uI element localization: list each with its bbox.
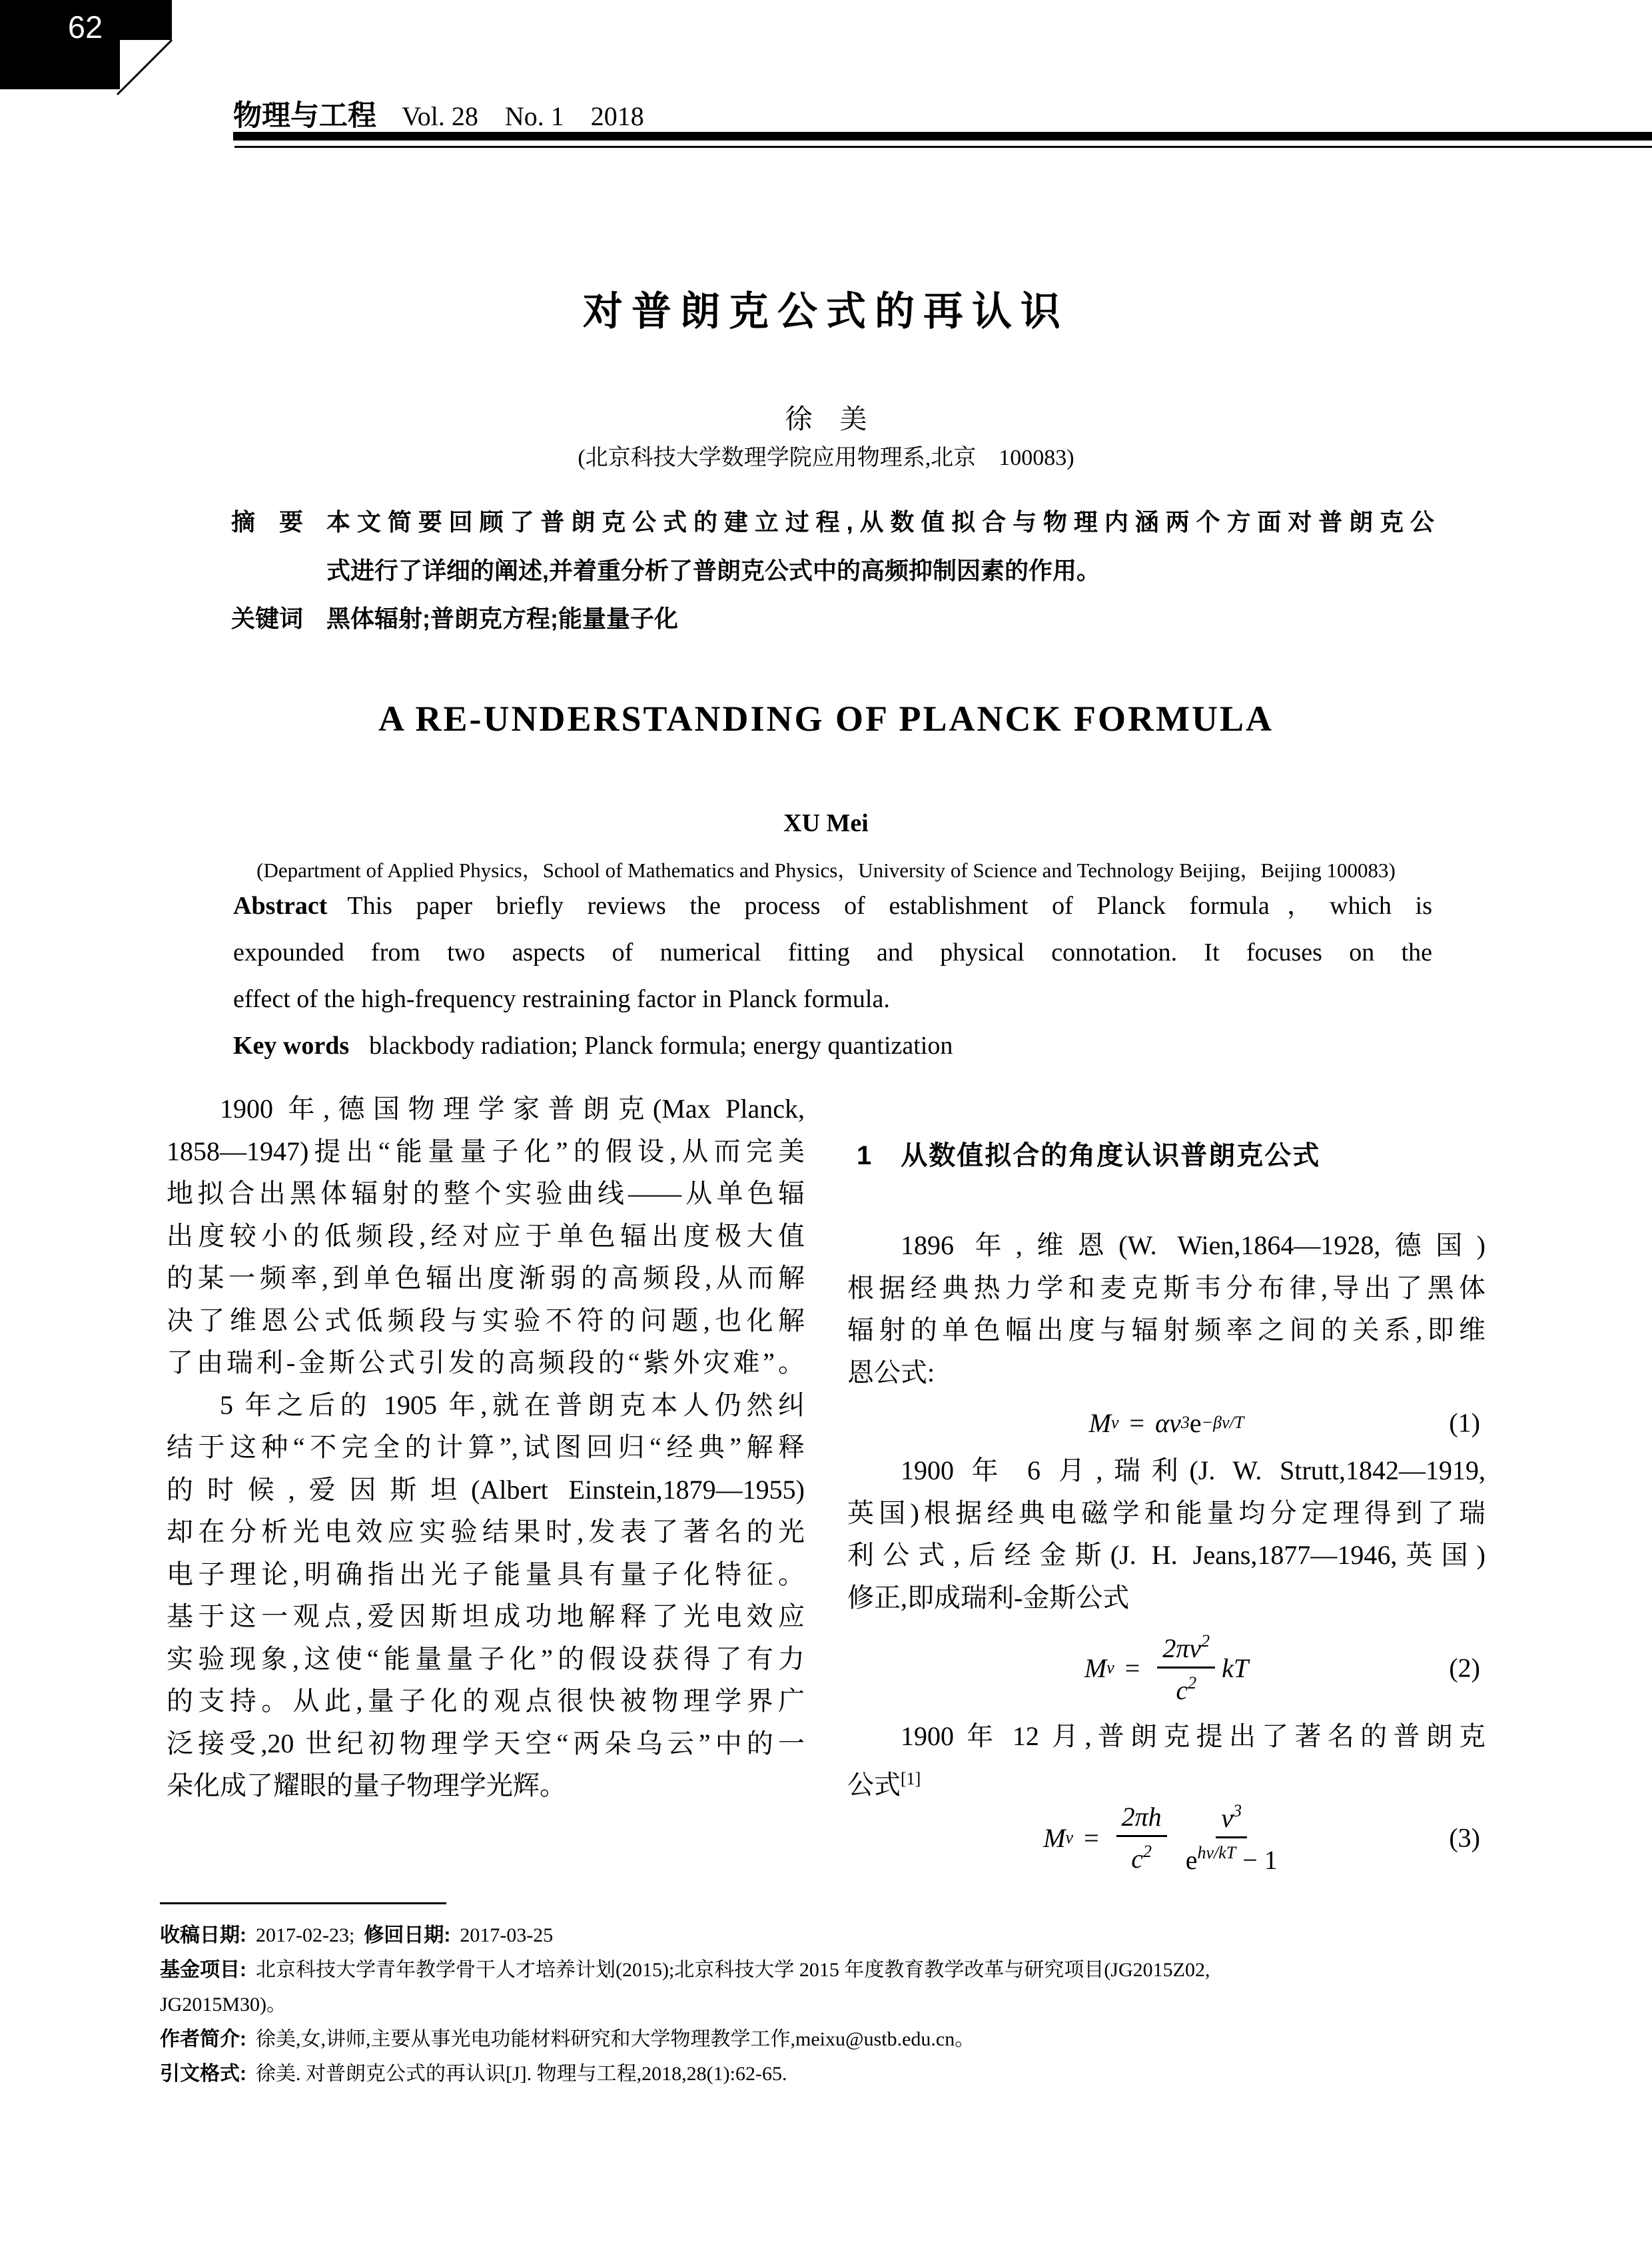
journal-name: 物理与工程 xyxy=(233,100,376,132)
equation-1: M ν = αν 3 e −βν/T (1) xyxy=(1088,1407,1480,1438)
body-line: 1900 年 12 月,普朗克提出了著名的普朗克 xyxy=(901,1721,1485,1751)
fraction: $\frac{2\pi\nu^2}{c^2}$ xyxy=(1157,1632,1215,1704)
header-rule-thick xyxy=(233,132,1652,141)
body-line: 电子理论,明确指出光子能量具有量子化特征。 xyxy=(167,1559,805,1589)
body-line: 1900 年 6 月,瑞利(J. W. Strutt,1842—1919, xyxy=(901,1455,1485,1485)
page-number-badge xyxy=(0,0,181,105)
abstract-en-line: Abstract This paper briefly reviews the process of establishment of Planck formula，which is xyxy=(233,892,1432,920)
running-head xyxy=(233,93,644,134)
abstract-cn-line: 式进行了详细的阐述,并着重分析了普朗克公式中的高频抑制因素的作用。 xyxy=(326,556,1101,584)
bio-text: 徐美,女,讲师,主要从事光电功能材料研究和大学物理教学工作,meixu@ustb.edu.cn。 xyxy=(256,2028,975,2050)
body-line: 的某一频率,到单色辐出度渐弱的高频段,从而解 xyxy=(167,1263,805,1293)
body-line: 5 年之后的 1905 年,就在普朗克本人仍然纠 xyxy=(220,1389,805,1420)
citation-ref: [1] xyxy=(901,1768,921,1788)
abstract-en-label: Abstract xyxy=(233,892,328,920)
body-line: 1858—1947)提出“能量量子化”的假设,从而完美 xyxy=(167,1136,805,1166)
body-column-left xyxy=(167,1088,805,1807)
body-line: 了由瑞利-金斯公式引发的高频段的“紫外灾难”。 xyxy=(167,1347,805,1377)
body-line: 朵化成了耀眼的量子物理学光辉。 xyxy=(167,1770,566,1800)
body-line: 英国)根据经典电磁学和能量均分定理得到了瑞 xyxy=(847,1497,1485,1528)
abstract-cn-row xyxy=(231,498,1434,547)
body-line: 恩公式: xyxy=(847,1357,935,1387)
author-en: XU Mei xyxy=(783,809,869,837)
equation-2: M ν = $\frac{2\pi\nu^2}{c^2}$ kT (2) xyxy=(1084,1631,1480,1705)
header-rule-thin xyxy=(234,146,1652,148)
received-date: 2017-02-23; xyxy=(256,1924,355,1946)
body-line: 的时候,爱因斯坦(Albert Einstein,1879—1955) xyxy=(167,1474,805,1505)
abstract-en-line: expounded from two aspects of numerical fitting and physical connotation. It focuses on the xyxy=(233,938,1432,966)
footnote-citation xyxy=(160,2057,1503,2091)
footnotes xyxy=(160,1918,1503,2091)
body-line: 辐射的单色幅出度与辐射频率之间的关系,即维 xyxy=(847,1315,1485,1345)
equation-number: (1) xyxy=(1449,1407,1480,1438)
section-heading: 1 从数值拟合的角度认识普朗克公式 xyxy=(857,1141,1321,1170)
abstract-en-line: effect of the high-frequency restraining factor in Planck formula. xyxy=(233,985,890,1013)
citation-text: 徐美. 对普朗克公式的再认识[J]. 物理与工程,2018,28(1):62-65. xyxy=(256,2063,787,2085)
bio-label: 作者简介: xyxy=(160,2028,246,2050)
article-title-cn: 对普朗克公式的再认识 xyxy=(583,289,1069,334)
footnote-funding xyxy=(160,1953,1503,1988)
body-line: 决了维恩公式低频段与实验不符的问题,也化解 xyxy=(167,1305,805,1335)
journal-issue: Vol. 28 No. 1 2018 xyxy=(402,101,644,131)
folded-corner-icon xyxy=(0,0,181,101)
body-line: 却在分析光电效应实验结果时,发表了著名的光 xyxy=(167,1517,805,1547)
abstract-cn-line: 本文简要回顾了普朗克公式的建立过程,从数值拟合与物理内涵两个方面对普朗克公 xyxy=(326,508,1434,536)
author-cn: 徐 美 xyxy=(785,404,867,434)
body-line: 泛接受,20 世纪初物理学天空“两朵乌云”中的一 xyxy=(167,1728,805,1758)
keywords-cn-label: 关键词 xyxy=(231,605,304,632)
body-line: 实验现象,这使“能量量子化”的假设获得了有力 xyxy=(167,1643,805,1674)
revised-label: 修回日期: xyxy=(364,1924,451,1946)
funding-text: 北京科技大学青年教学骨干人才培养计划(2015);北京科技大学 2015 年度教育教学改革与研究项目(JG2015Z02, xyxy=(256,1959,1210,1981)
footnote-dates xyxy=(160,1918,1503,1953)
paragraph xyxy=(847,1224,1485,1393)
fraction: $\frac{2\pi h}{c^2}$ xyxy=(1116,1803,1167,1873)
affiliation-cn: (北京科技大学数理学院应用物理系,北京 100083) xyxy=(578,446,1074,470)
funding-label: 基金项目: xyxy=(160,1959,246,1981)
page-number: 62 xyxy=(67,9,103,45)
keywords-en: blackbody radiation; Planck formula; energy quantization xyxy=(369,1032,953,1060)
received-label: 收稿日期: xyxy=(160,1924,246,1946)
affiliation-en: (Department of Applied Physics，School of Mathematics and Physics，University of Science and Technology Beijing，Beijing 100083) xyxy=(256,859,1396,882)
citation-label: 引文格式: xyxy=(160,2063,246,2085)
body-line: 根据经典热力学和麦克斯韦分布律,导出了黑体 xyxy=(847,1272,1485,1303)
body-line: 基于这一观点,爱因斯坦成功地解释了光电效应 xyxy=(167,1601,805,1631)
paragraph xyxy=(847,1715,1485,1800)
keywords-cn: 黑体辐射;普朗克方程;能量量子化 xyxy=(326,605,678,632)
body-line: 地拟合出黑体辐射的整个实验曲线——从单色辐 xyxy=(167,1178,805,1208)
body-line: 结于这种“不完全的计算”,试图回归“经典”解释 xyxy=(167,1432,805,1462)
article-title-en: A RE-UNDERSTANDING OF PLANCK FORMULA xyxy=(378,699,1274,739)
footnote-bio xyxy=(160,2022,1503,2057)
body-line: 1896 年,维恩(W. Wien,1864—1928,德国) xyxy=(901,1230,1485,1260)
paragraph xyxy=(847,1449,1485,1619)
body-line: 修正,即成瑞利-金斯公式 xyxy=(847,1582,1130,1613)
footnote-rule xyxy=(160,1902,446,1904)
body-line: 的支持。从此,量子化的观点很快被物理学界广 xyxy=(167,1686,805,1716)
body-line: 利公式,后经金斯(J. H. Jeans,1877—1946,英国) xyxy=(847,1540,1485,1570)
keywords-en-line xyxy=(233,1022,1432,1069)
abstract-cn-row xyxy=(231,547,1434,595)
body-line: 公式[1] xyxy=(847,1768,921,1800)
abstract-en xyxy=(233,883,1432,1069)
footnote-funding-cont: JG2015M30)。 xyxy=(160,1994,287,2016)
abstract-cn xyxy=(231,498,1434,643)
equation-number: (3) xyxy=(1449,1822,1480,1853)
fraction: $\frac{\nu^3}{e^{h\nu/kT} - 1}$ xyxy=(1185,1800,1278,1875)
equation-3: M ν = $\frac{2\pi h}{c^2}$ $\frac{\nu^3}{e^{h\nu/kT} - 1}$ (3) xyxy=(1043,1800,1480,1875)
body-line: 出度较小的低频段,经对应于单色辐出度极大值 xyxy=(167,1220,805,1251)
revised-date: 2017-03-25 xyxy=(460,1924,554,1946)
equation-number: (2) xyxy=(1449,1653,1480,1683)
keywords-en-label: Key words xyxy=(233,1032,350,1060)
keywords-cn-row xyxy=(231,595,1434,643)
abstract-cn-label: 摘 要 xyxy=(231,508,304,536)
body-line: 1900 年,德国物理学家普朗克(Max Planck, xyxy=(220,1094,805,1124)
